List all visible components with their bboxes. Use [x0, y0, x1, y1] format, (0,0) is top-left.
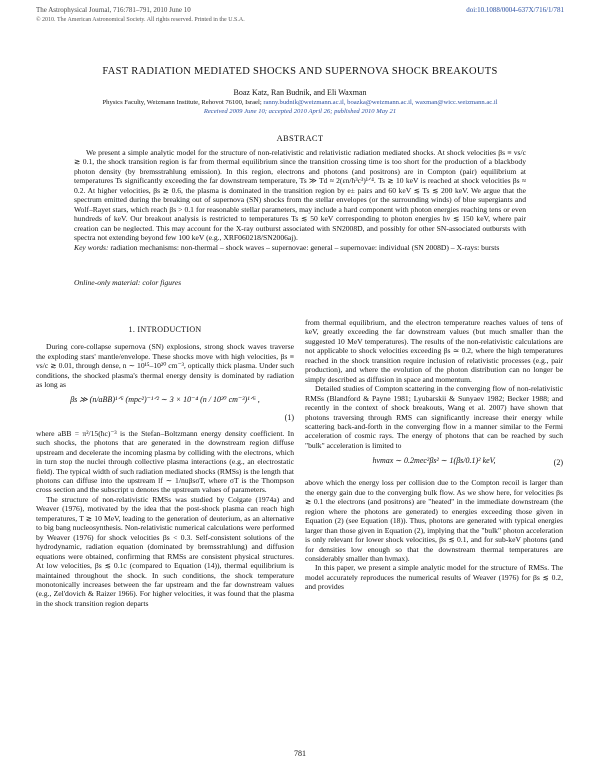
- paragraph: where aBB = π²/15(ħc)⁻³ is the Stefan–Boltzmann energy density coefficient. In such shocks, the photons that are generated in the downstream region diffuse upstream and decelerate the incoming plasma by colliding with the electrons, which in turn stop the nuclei through collective plasma interactions (e.g., an electrostatic field). The typical width of such radiation mediated shocks (RMSs) is the length that photons can diffuse into the upstream lf ∼ 1/nuβsσT, where σT is the Thompson cross section and the subscript u denotes the upstream values of parameters.: [36, 428, 294, 495]
- paper-title: FAST RADIATION MEDIATED SHOCKS AND SUPERNOVA SHOCK BREAKOUTS: [102, 66, 498, 77]
- running-header: [36, 6, 564, 23]
- equation-1-body: βs ≫ (n/aBB)¹ᐟ⁶ (mpc²)⁻¹ᐟ² ∼ 3 × 10⁻⁴ (n / 10²⁰ cm⁻³)¹ᐟ⁶ ,: [70, 394, 260, 404]
- copyright-line: © 2010. The American Astronomical Society. All rights reserved. Printed in the U.S.A.: [36, 17, 245, 23]
- keywords-label: Key words:: [74, 242, 109, 252]
- keywords: [74, 243, 526, 252]
- paragraph: In this paper, we present a simple analytic model for the structure of RMSs. The model accurately reproduces the numerical results of Weaver (1976) for βs ≲ 0.2, and provides: [305, 563, 563, 592]
- paragraph: from thermal equilibrium, and the electron temperature reaches values of tens of keV, greatly exceeding the far downstream values (but much smaller than the suggested 10 MeV temperatures). The results of the non-relativistic calculations are not applicable to shock velocities exceeding βs ≃ 0.2, where the high temperatures reached in the shock transition require inclusion of relativistic processes (e.g., pair production), and where the evolution of the photon distribution can no longer be simply described as diffusion in space and momentum.: [305, 318, 563, 384]
- equation-2: [305, 456, 563, 470]
- equation-1-number: (1): [284, 412, 294, 422]
- online-material-note: Online-only material: color figures: [74, 278, 182, 287]
- paragraph: During core-collapse supernova (SN) explosions, strong shock waves traverse the exploding stars' mantle/envelope. These shocks move with high velocities, βs ≡ vs/c ≳ 0.01, through dense, n ∼ 10¹⁵–10²⁰ cm⁻³, optically thick plasma. Under such conditions, the shocked plasma's thermal energy density is dominated by radiation as long as: [36, 342, 294, 390]
- journal-citation: The Astrophysical Journal, 716:781–791, 2010 June 10: [36, 6, 191, 14]
- author-list: Boaz Katz, Ran Budnik, and Eli Waxman: [233, 88, 367, 97]
- abstract-heading: ABSTRACT: [276, 133, 324, 143]
- doi-link[interactable]: doi:10.1088/0004-637X/716/1/781: [466, 6, 564, 14]
- email-links[interactable]: ranny.budnik@weizmann.ac.il, boazka@weizmann.ac.il, waxman@wicc.weizmann.ac.il: [263, 99, 498, 106]
- publication-dates: Received 2009 June 10; accepted 2010 April 26; published 2010 May 21: [203, 107, 397, 115]
- equation-1: [36, 395, 294, 425]
- abstract-text: We present a simple analytic model for the structure of non-relativistic and relativistic radiation mediated shocks. At shock velocities βs ≡ vs/c ≳ 0.1, the shock transition region is far from thermal equilibrium since the transition crossing time is too short for the production of a blackbody photon density (by bremsstrahlung emission). In this region, electrons and photons (and positrons) are in Compton (pair) equilibrium at temperatures Ts significantly exceeding the far downstream temperature, Ts ≫ Td ≈ 2(εn/ħ³c³)¹ᐟ⁴. Ts ≳ 10 keV is reached at shock velocities βs ≈ 0.2. At higher velocities, βs ≳ 0.6, the plasma is dominated in the transition region by e± pairs and 60 keV ≲ Ts ≲ 200 keV. We argue that the spectrum emitted during the breaking out of supernova (SN) shocks from the stellar envelopes (or the surrounding winds) of blue supergiants and Wolf–Rayet stars, which reach βs > 0.1 for reasonable stellar parameters, may include a hard component with photon energies reaching tens or even hundreds of keV. Our breakout analysis is restricted to temperatures Ts ≲ 50 keV corresponding to photon energies hν ≲ 150 keV, where pair creation can be neglected. This may account for the X-ray outburst associated with SN2008D, and possibly for other SN-associated outbursts with spectra not extending beyond few 100 keV (e.g., XRF060218/SN2006aj).: [74, 148, 526, 243]
- affiliation-block: [0, 99, 600, 116]
- page-number: 781: [294, 749, 306, 758]
- equation-2-number: (2): [553, 458, 563, 468]
- equation-2-body: hνmax ∼ 0.2mec²βs² ∼ 1(βs/0.1)² keV,: [372, 456, 496, 466]
- paragraph: above which the energy loss per collision due to the Compton recoil is larger than the energy gain due to the converging bulk flow. As we show here, for velocities βs ≳ 0.1 the electrons (and positrons) are "heated" in the immediate downstream (the region where the photons are generated) to energies exceeding those given in Equation (2) (see Equation (18)). Thus, photons are generated with typical energies larger than those given in Equation (2), implying that the "bulk" photon acceleration is only relevant for lower shock velocities, βs ≲ 0.1, and for sub-keV photons (and for densities low enough so that the downstream thermal temperatures are considerably smaller than hνmax).: [305, 478, 563, 563]
- right-column: [305, 318, 563, 592]
- section-heading: 1. INTRODUCTION: [128, 325, 202, 334]
- affiliation: Physics Faculty, Weizmann Institute, Rehovot 76100, Israel;: [102, 99, 262, 106]
- left-column: [36, 325, 294, 608]
- paragraph: The structure of non-relativistic RMSs was studied by Colgate (1974a) and Weaver (1976), motivated by the idea that the post-shock plasma can reach high temperatures, T ≳ 10 MeV, leading to the generation of deuterium, as an alternative to big bang nucleosynthesis. Non-relativistic numerical calculations were performed by Weaver (1976) for shock velocities βs < 0.3. Self-consistent solutions of the hydrodynamic, radiation equation (dominated by bremsstrahlung) and diffusion equations were obtained, confirming that RMSs are consistent physical structures. At low velocities, βs ≲ 0.1c (compared to Equation (14)), thermal equilibrium is maintained throughout the shock. In such conditions, the shock temperature monotonically increases between the far upstream and the far downstream values (e.g., Zel'dovich & Raizer 1966). For higher velocities, it was found that the plasma in the shock transition region departs: [36, 494, 294, 608]
- abstract: [74, 148, 526, 252]
- paragraph: Detailed studies of Compton scattering in the converging flow of non-relativistic RMSs (Blandford & Payne 1981; Lyubarskii & Sunyaev 1982; Becker 1988; and recently in the context of shock breakouts, Wang et al. 2007) have shown that photons traversing through RMS can significantly increase their energy while scattering back-and-forth in the converging flow in a manner similar to the Fermi acceleration of cosmic rays. The energy of photons that can be reached by such "bulk" acceleration is limited to: [305, 384, 563, 450]
- keywords-text: radiation mechanisms: non-thermal – shock waves – supernovae: general – supernovae: individual (SN 2008D) – X-rays: bursts: [110, 242, 500, 252]
